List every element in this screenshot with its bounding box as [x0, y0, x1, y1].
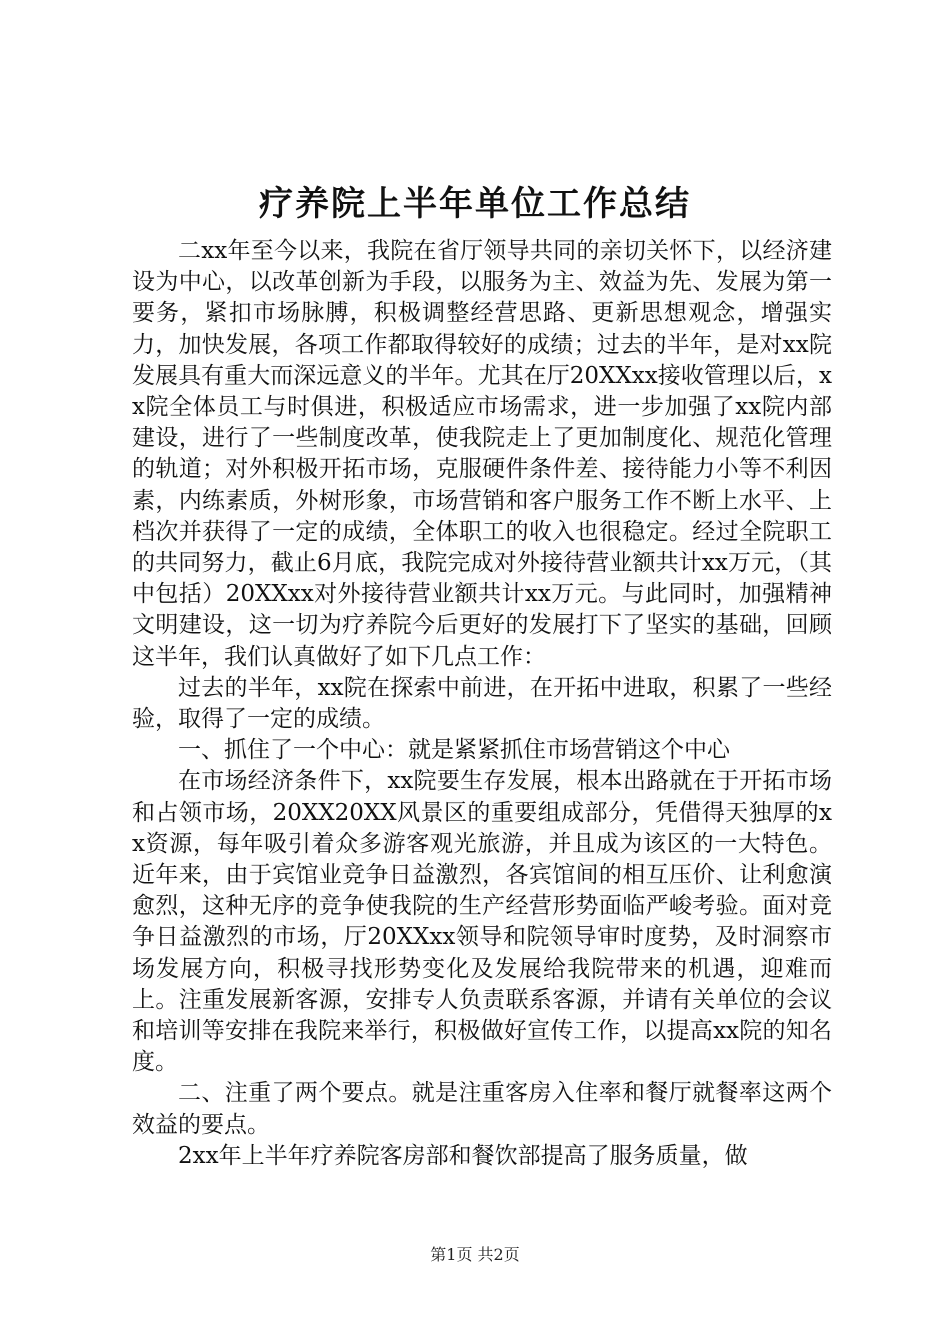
- page-number-footer: 第1页 共2页: [430, 1245, 520, 1264]
- section-heading-one: 一、抓住了一个中心：就是紧紧抓住市场营销这个中心: [178, 737, 730, 764]
- document-body: [132, 236, 832, 1172]
- paragraph-intro: 二xx年至今以来，我院在省厅领导共同的亲切关怀下，以经济建设为中心，以改革创新为手段，以服务为主、效益为先、发展为第一要务，紧扣市场脉膊，积极调整经营思路、更新思想观念，增强实力，加快发展，各项工作都取得较好的成绩；过去的半年，是对xx院发展具有重大而深远意义的半年。尤其在厅20XXxx接收管理以后，xx院全体员工与时俱进，积极适应市场需求，进一步加强了xx院内部建设，进行了一些制度改革，使我院走上了更加制度化、规范化管理的轨道；对外积极开拓市场，克服硬件条件差、接待能力小等不利因素，内练素质，外树形象，市场营销和客户服务工作不断上水平、上档次并获得了一定的成绩，全体职工的收入也很稳定。经过全院职工的共同努力，截止6月底，我院完成对外接待营业额共计xx万元，（其中包括）20XXxx对外接待营业额共计xx万元。与此同时，加强精神文明建设，这一切为疗养院今后更好的发展打下了坚实的基础，回顾这半年，我们认真做好了如下几点工作：: [132, 238, 832, 670]
- section-heading-two: 二、注重了两个要点。就是注重客房入住率和餐厅就餐率这两个效益的要点。: [132, 1080, 832, 1138]
- document-title: 疗养院上半年单位工作总结: [259, 183, 691, 224]
- paragraph-summary: 过去的半年，xx院在探索中前进，在开拓中进取，积累了一些经验，取得了一定的成绩。: [132, 674, 832, 733]
- paragraph-service: 2xx年上半年疗养院客房部和餐饮部提高了服务质量，做: [178, 1142, 748, 1169]
- paragraph-market: 在市场经济条件下，xx院要生存发展，根本出路就在于开拓市场和占领市场，20XX20XX风景区的重要组成部分，凭借得天独厚的xx资源，每年吸引着众多游客观光旅游，并且成为该区的一大特色。近年来，由于宾馆业竞争日益激烈，各宾馆间的相互压价、让利愈演愈烈，这种无序的竞争使我院的生产经营形势面临严峻考验。面对竞争日益激烈的市场，厅20XXxx领导和院领导审时度势，及时洞察市场发展方向，积极寻找形势变化及发展给我院带来的机遇，迎难而上。注重发展新客源，安排专人负责联系客源，并请有关单位的会议和培训等安排在我院来举行，积极做好宣传工作，以提高xx院的知名度。: [132, 768, 832, 1076]
